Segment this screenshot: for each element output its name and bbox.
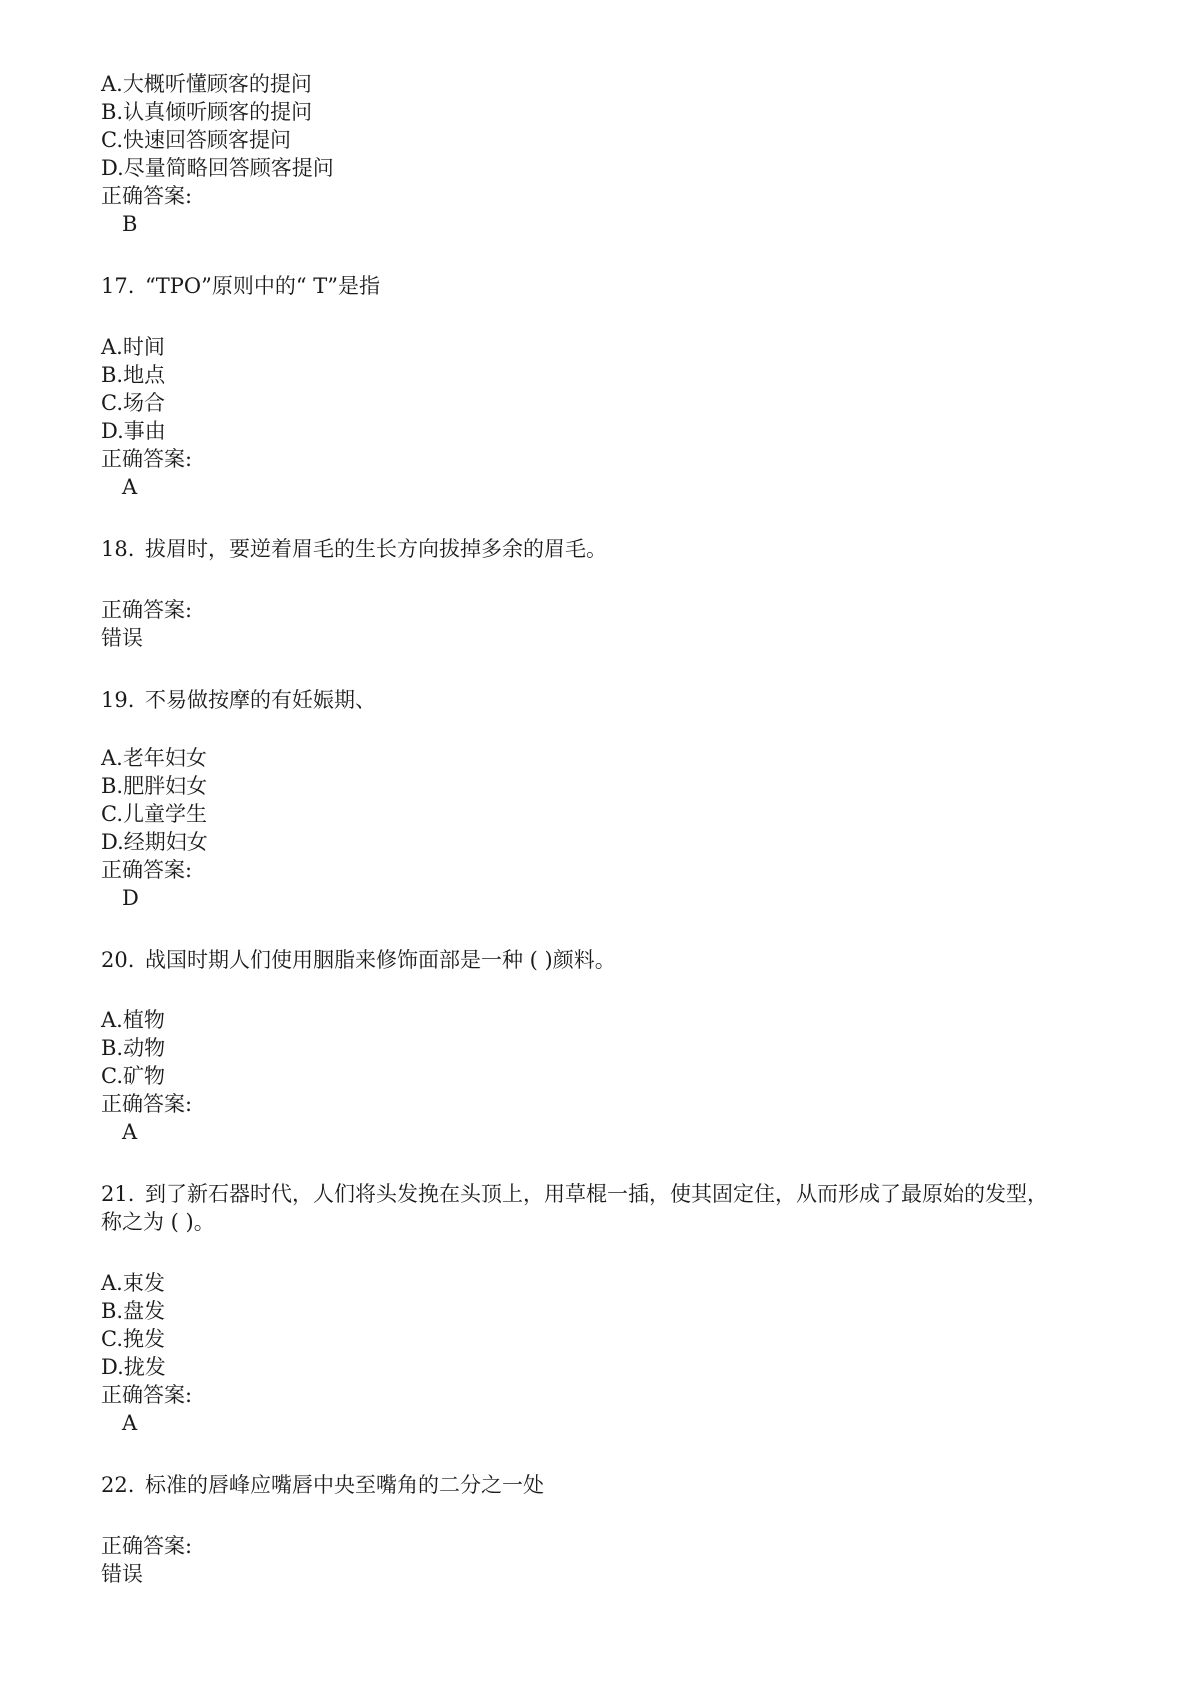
option-c: C.矿物 [101, 1064, 165, 1088]
option-b: B.动物 [101, 1036, 166, 1060]
option-a: A.时间 [101, 335, 165, 359]
question-text: 不易做按摩的有妊娠期、 [145, 688, 376, 712]
answer-label: 正确答案: [101, 1383, 193, 1407]
option-b: B.认真倾听顾客的提问 [101, 100, 313, 124]
question-text: “TPO”原则中的“ T”是指 [145, 274, 380, 298]
answer-value: 错误 [101, 626, 143, 650]
question-number: 21. [101, 1182, 135, 1206]
question-text: 标准的唇峰应嘴唇中央至嘴角的二分之一处 [145, 1473, 544, 1497]
answer-value: A [122, 475, 138, 499]
answer-value: 错误 [101, 1562, 143, 1586]
option-a: A.老年妇女 [101, 746, 207, 770]
answer-label: 正确答案: [101, 447, 193, 471]
question-number: 19. [101, 688, 135, 712]
option-d: D.拢发 [101, 1355, 166, 1379]
question-text: 拔眉时，要逆着眉毛的生长方向拔掉多余的眉毛。 [145, 537, 607, 561]
option-a: A.植物 [101, 1008, 165, 1032]
question-20 [101, 946, 616, 974]
answer-value: A [122, 1120, 138, 1144]
answer-value: D [122, 886, 139, 910]
answer-value: A [122, 1411, 138, 1435]
option-c: C.儿童学生 [101, 802, 207, 826]
option-d: D.经期妇女 [101, 830, 208, 854]
question-text: 战国时期人们使用胭脂来修饰面部是一种 ( )颜料。 [145, 948, 616, 972]
question-18 [101, 535, 607, 563]
answer-label: 正确答案: [101, 1092, 193, 1116]
answer-value: B [122, 212, 138, 236]
option-c: C.挽发 [101, 1327, 165, 1351]
answer-label: 正确答案: [101, 184, 193, 208]
option-a: A.束发 [101, 1271, 165, 1295]
question-number: 18. [101, 537, 135, 561]
question-text-line1: 到了新石器时代，人们将头发挽在头顶上，用草棍一插，使其固定住，从而形成了最原始的发型， [145, 1182, 1048, 1206]
question-19 [101, 686, 376, 714]
question-number: 17. [101, 274, 135, 298]
option-d: D.尽量简略回答顾客提问 [101, 156, 334, 180]
option-a: A.大概听懂顾客的提问 [101, 72, 312, 96]
option-d: D.事由 [101, 419, 166, 443]
option-c: C.场合 [101, 391, 165, 415]
question-text-line2: 称之为 ( )。 [101, 1210, 215, 1234]
question-22 [101, 1471, 544, 1499]
option-c: C.快速回答顾客提问 [101, 128, 291, 152]
question-21 [101, 1180, 1048, 1208]
answer-label: 正确答案: [101, 858, 193, 882]
option-b: B.地点 [101, 363, 166, 387]
question-number: 22. [101, 1473, 135, 1497]
question-17 [101, 272, 380, 300]
question-number: 20. [101, 948, 135, 972]
answer-label: 正确答案: [101, 598, 193, 622]
answer-label: 正确答案: [101, 1534, 193, 1558]
option-b: B.盘发 [101, 1299, 166, 1323]
option-b: B.肥胖妇女 [101, 774, 208, 798]
